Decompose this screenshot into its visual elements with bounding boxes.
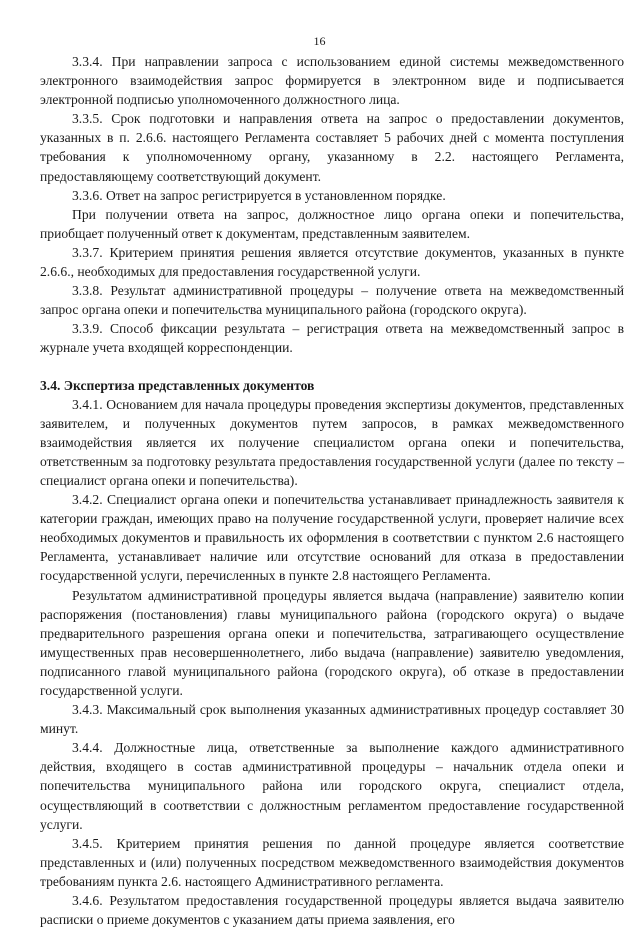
page-number: 16: [313, 34, 326, 48]
paragraph-3-3-7: 3.3.7. Критерием принятия решения является отсутствие документов, указанных в пункте 2.6.6., необходимых для предоставления государственной услуги.: [40, 244, 624, 280]
paragraph-3-3-5: 3.3.5. Срок подготовки и направления ответа на запрос о предоставлении документов, указанных в п. 2.6.6. настоящего Регламента составляет 5 рабочих дней с момента поступления требования к уполномоченному органу, указанному в 2.2. настоящего Регламента, предоставляющему соответствующий документ.: [40, 111, 624, 184]
section-heading: 3.4. Экспертиза представленных документов: [40, 377, 315, 393]
paragraph-3-3-9: 3.3.9. Способ фиксации результата – регистрация ответа на межведомственный запрос в журнале учета входящей корреспонденции.: [40, 321, 624, 356]
paragraph-procedure-result: Результатом административной процедуры является выдача (направление) заявителю копии распоряжения (постановления) главы муниципального района (городского округа) о выдаче предварительного разрешения органа опеки и попечительства, затрагивающего осуществление имущественных прав несовершеннолетнего, либо выдача (направление) заявителю уведомления, подписанного главой муниципального района (городского округа), об отказе в предоставлении государственной услуги.: [40, 587, 624, 698]
paragraph-3-4-5: 3.4.5. Критерием принятия решения по данной процедуре является соответствие представленных и (или) полученных посредством межведомственного взаимодействия документов требованиям пункта 2.6. настоящего Административного регламента.: [40, 835, 624, 889]
paragraph-3-4-6: 3.4.6. Результатом предоставления государственной процедуры является выдача заявителю расписки о приеме документов с указанием даты приема заявления, его: [40, 893, 624, 928]
paragraph-response-handling: При получении ответа на запрос, должностное лицо органа опеки и попечительства, приобщает полученный ответ к документам, представленным заявителем.: [40, 206, 624, 241]
document-body: [40, 52, 624, 929]
paragraph-3-3-4: 3.3.4. При направлении запроса с использованием единой системы межведомственного электронного взаимодействия запрос формируется в электронном виде и подписывается электронной подписью уполномоченного должностного лица.: [40, 54, 624, 108]
paragraph-3-4-4: 3.4.4. Должностные лица, ответственные за выполнение каждого административного действия, входящего в состав административной процедуры – начальник отдела опеки и попечительства муниципального района или городского округа, специалист отдела, осуществляющий в соответствии с должностным регламентом предоставление государственной услуги.: [40, 740, 624, 832]
paragraph-3-3-8: 3.3.8. Результат административной процедуры – получение ответа на межведомственный запрос органа опеки и попечительства муниципального района (городского округа).: [40, 283, 624, 318]
paragraph-3-4-3: 3.4.3. Максимальный срок выполнения указанных административных процедур составляет 30 минут.: [40, 702, 624, 737]
paragraph-3-3-6: 3.3.6. Ответ на запрос регистрируется в установленном порядке.: [72, 187, 446, 203]
paragraph-3-4-1: 3.4.1. Основанием для начала процедуры проведения экспертизы документов, представленных заявителем, и полученных документов путем запросов, в рамках межведомственного взаимодействия является их получение специалистом органа опеки и попечительства, ответственным за подготовку результата предоставления государственной услуги (далее по тексту – специалист органа опеки и попечительства).: [40, 396, 624, 488]
paragraph-3-4-2: 3.4.2. Специалист органа опеки и попечительства устанавливает принадлежность заявителя к категории граждан, имеющих право на получение государственной услуги, проверяет наличие всех необходимых документов и правильность их оформления в соответствии с пунктом 2.6 настоящего Регламента, устанавливает наличие или отсутствие оснований для отказа в предоставлении государственной услуги, перечисленных в пункте 2.8 настоящего Регламента.: [40, 492, 624, 584]
